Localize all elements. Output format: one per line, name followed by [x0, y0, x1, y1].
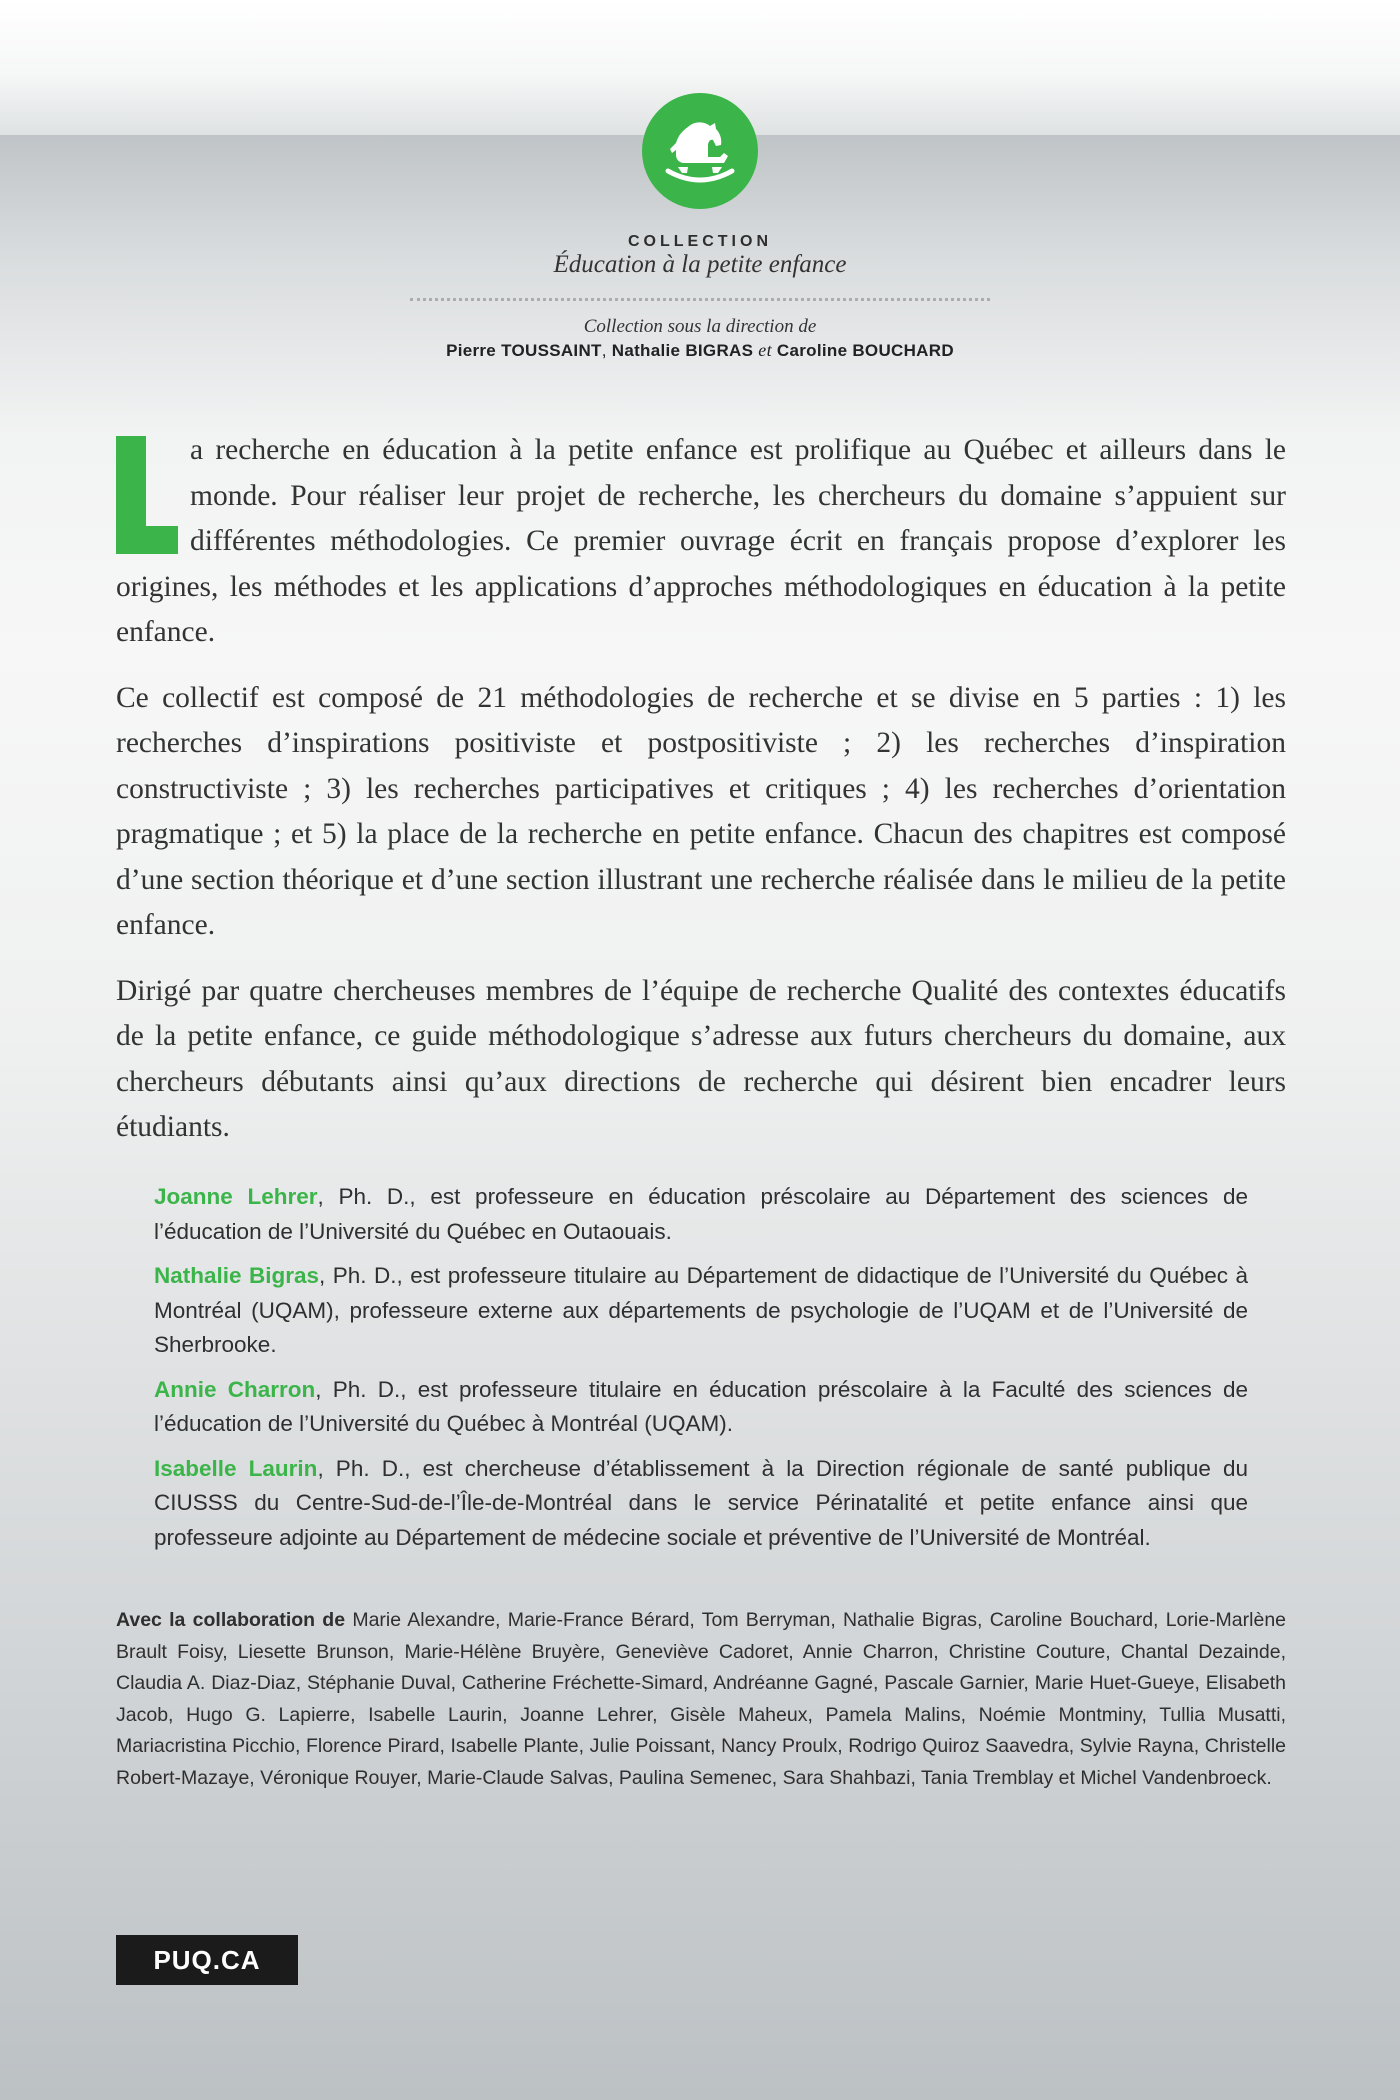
intro-paragraph-1: [116, 428, 1286, 656]
collaborators-label: Avec la collaboration de: [116, 1609, 346, 1631]
author-bio-text: , Ph. D., est professeure en éducation préscolaire au Département des sciences de l’éducation de l’Université du Québec en Outaouais.: [154, 1184, 1248, 1244]
author-bios: [154, 1180, 1248, 1565]
author-bio-text: , Ph. D., est professeure titulaire en éducation préscolaire à la Faculté des sciences de l’éducation de l’Université du Québec à Montréal (UQAM).: [154, 1376, 1248, 1436]
editor-conjunction: et: [758, 340, 772, 360]
intro-paragraph-3: Dirigé par quatre chercheuses membres de l’équipe de recherche Qualité des contextes éducatifs de la petite enfance, ce guide méthodologique s’adresse aux futurs chercheurs du domaine, aux chercheurs débutants ainsi qu’aux directions de recherche qui désirent bien encadrer leurs étudiants.: [116, 974, 1286, 1143]
collaborators-names: Marie Alexandre, Marie-France Bérard, Tom Berryman, Nathalie Bigras, Caroline Bouchard, Lorie-Marlène Brault Foisy, Liesette Brunson, Marie-Hélène Bruyère, Geneviève Cadoret, Annie Charron, Christine Couture, Chantal Dezainde, Claudia A. Diaz-Diaz, Stéphanie Duval, Catherine Fréchette-Simard, Andréanne Gagné, Pascale Garnier, Marie Huet-Gueye, Elisabeth Jacob, Hugo G. Lapierre, Isabelle Laurin, Joanne Lehrer, Gisèle Maheux, Pamela Malins, Noémie Montminy, Tullia Musatti, Mariacristina Picchio, Florence Pirard, Isabelle Plante, Julie Poissant, Nancy Proulx, Rodrigo Quiroz Saavedra, Sylvie Rayna, Christelle Robert-Mazaye, Véronique Rouyer, Marie-Claude Salvas, Paulina Semenec, Sara Shahbazi, Tania Tremblay et Michel Vandenbroeck.: [116, 1609, 1287, 1789]
collaborators: [116, 1605, 1286, 1794]
editor-name: Pierre TOUSSAINT: [446, 341, 602, 360]
dropcap-l: [116, 436, 178, 554]
collection-title: Éducation à la petite enfance: [553, 251, 847, 278]
author-name: Annie Charron: [154, 1376, 316, 1402]
author-name: Nathalie Bigras: [154, 1263, 320, 1288]
author-bio-text: , Ph. D., est professeure titulaire au Département de didactique de l’Université du Québec à Montréal (UQAM), professeure externe aux départements de psychologie de l’UQAM et de l’Université de Sherbrooke.: [154, 1263, 1248, 1357]
collection-label: COLLECTION: [628, 233, 772, 250]
collection-direction-text: Collection sous la direction de: [583, 316, 817, 337]
collection-logo: [642, 93, 758, 209]
author-bio: [154, 1180, 1248, 1249]
author-bio: [154, 1259, 1248, 1363]
intro-paragraph-1-text: a recherche en éducation à la petite enfance est prolifique au Québec et ailleurs dans le monde. Pour réaliser leur projet de recherche, les chercheurs du domaine s’appuient sur différentes méthodologies. Ce premier ouvrage écrit en français propose d’explorer les origines, les méthodes et les applications d’approches méthodologiques en éducation à la petite enfance.: [116, 434, 1286, 648]
collection-editors: [0, 340, 1400, 361]
author-bio-text: , Ph. D., est chercheuse d’établissement à la Direction régionale de santé publique du CIUSSS du Centre-Sud-de-l’Île-de-Montréal dans le service Périnatalité et petite enfance ainsi que professeure adjointe au Département de médecine sociale et préventive de l’Université de Montréal.: [154, 1455, 1249, 1550]
author-bio: [154, 1373, 1248, 1442]
dotted-divider: [410, 298, 990, 301]
publisher-url-badge: PUQ.CA: [116, 1935, 298, 1985]
author-bio: [154, 1452, 1248, 1556]
author-name: Joanne Lehrer: [154, 1184, 318, 1209]
rocking-horse-icon: [658, 109, 742, 193]
editor-name: Caroline BOUCHARD: [776, 341, 954, 360]
editor-name: Nathalie BIGRAS: [611, 341, 754, 360]
author-name: Isabelle Laurin: [154, 1455, 318, 1481]
intro-text: [116, 428, 1286, 1171]
intro-paragraph-2: Ce collectif est composé de 21 méthodologies de recherche et se divise en 5 parties : 1) les recherches d’inspirations positiviste et postpositiviste ; 2) les recherches d’inspiration constructiviste ; 3) les recherches participatives et critiques ; 4) les recherches d’orientation pragmatique ; et 5) la place de la recherche en petite enfance. Chacun des chapitres est composé d’une section théorique et d’une section illustrant une recherche réalisée dans le milieu de la petite enfance.: [116, 681, 1286, 941]
editor-separator: ,: [601, 341, 612, 360]
